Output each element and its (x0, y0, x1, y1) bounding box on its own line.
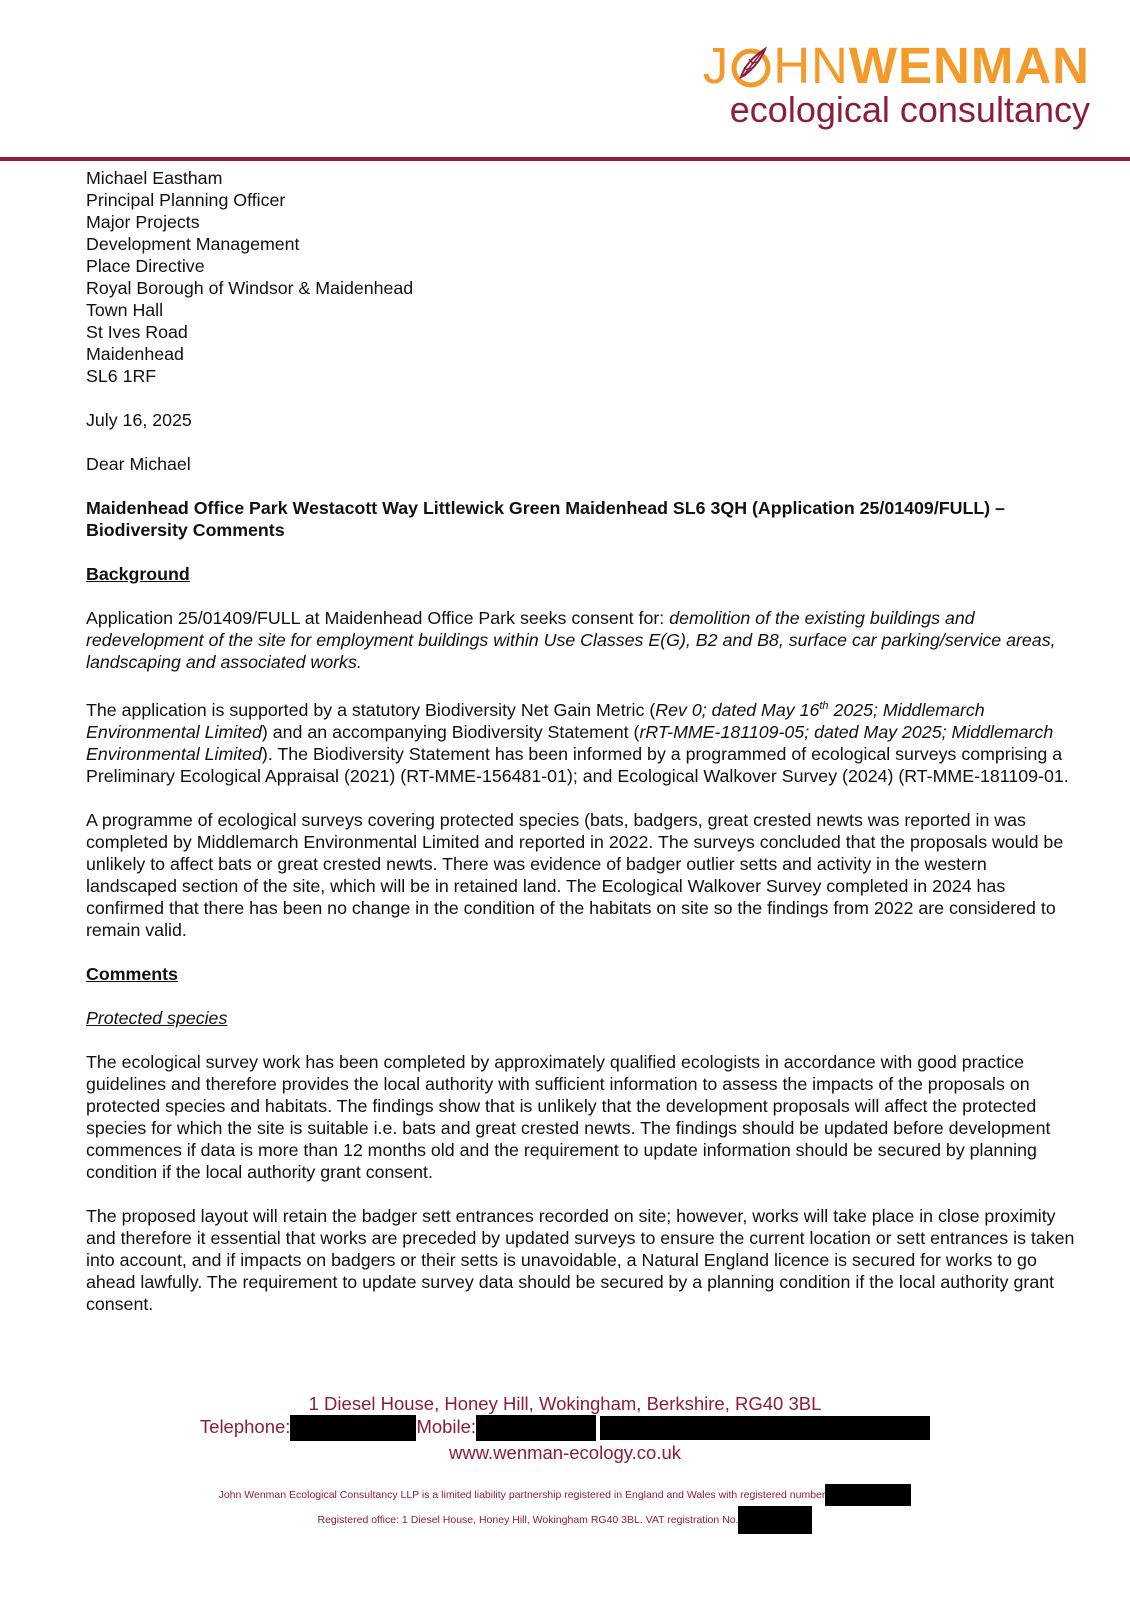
protected-species-subheading: Protected species (86, 1007, 228, 1028)
redacted-mobile (476, 1415, 596, 1441)
address-line: Principal Planning Officer (86, 190, 286, 210)
legal-notice (0, 1484, 1130, 1534)
legal-registration: John Wenman Ecological Consultancy LLP is a limited liability partnership registered in England and Wales with registered number (218, 1488, 826, 1501)
logo-wenman: WENMAN (848, 37, 1090, 94)
letter-date: July 16, 2025 (86, 410, 192, 430)
comments-paragraph-2: The proposed layout will retain the badger sett entrances recorded on site; however, works will take place in close proximity and therefore it essential that works are preceded by updated surveys to ensure the current location or sett entrances is taken into account, and if impacts on badgers or their setts is unavoidable, a Natural England licence is secured for works to go ahead lawfully. The requirement to update survey data should be secured by a planning condition if the local authority grant consent. (86, 1205, 1075, 1314)
redacted-registration-number (825, 1484, 911, 1506)
address-line: SL6 1RF (86, 366, 157, 386)
comments-heading: Comments (86, 963, 178, 984)
logo-wordmark (702, 37, 1090, 94)
redacted-vat-number (738, 1506, 812, 1534)
address-line: Place Directive (86, 256, 205, 276)
salutation: Dear Michael (86, 454, 191, 474)
address-line: St Ives Road (86, 322, 188, 342)
letter-subject: Maidenhead Office Park Westacott Way Littlewick Green Maidenhead SL6 3QH (Application 25/01409/FULL) – Biodiversity Comments (86, 498, 1005, 540)
company-logo (702, 37, 1090, 130)
letter-body (86, 167, 1076, 1315)
logo-john-hn: HN (773, 37, 849, 94)
background-paragraph-2: The application is supported by a statutory Biodiversity Net Gain Metric (Rev 0; dated May 16th 2025; Middlemarch Environmental Limited) and an accompanying Biodiversity Statement (rRT-MME-181109-05; dated May 2025; Middlemarch Environmental Limited). The Biodiversity Statement has been informed by a programmed of ecological surveys comprising a Preliminary Ecological Appraisal (2021) (RT-MME-156481-01); and Ecological Walkover Survey (2024) (RT-MME-181109-01. (86, 699, 1069, 786)
address-line: Town Hall (86, 300, 164, 320)
logo-john-j: J (702, 37, 730, 94)
letter-footer (0, 1392, 1130, 1464)
redacted-email (600, 1416, 930, 1440)
footer-contact-row (0, 1415, 1130, 1441)
background-heading: Background (86, 564, 190, 584)
address-line: Royal Borough of Windsor & Maidenhead (86, 278, 414, 298)
footer-website[interactable]: www.wenman-ecology.co.uk (448, 1442, 682, 1464)
legal-office: Registered office: 1 Diesel House, Honey Hill, Wokingham RG40 3BL. VAT registration No. (317, 1513, 739, 1526)
comments-paragraph-1: The ecological survey work has been completed by approximately qualified ecologists in accordance with good practice guidelines and therefore provides the local authority with sufficient information to assess the impacts of the proposals on protected species and habitats. The findings show that is unlikely that the development proposals will affect the protected species for which the site is suitable i.e. bats and great crested newts. The findings should be updated before development commences if data is more than 12 months old and the requirement to update information should be secured by planning condition if the local authority grant consent. (86, 1051, 1051, 1182)
mobile-label: Mobile: (416, 1416, 477, 1437)
recipient-address (86, 167, 1076, 387)
header-divider (0, 157, 1130, 161)
address-line: Michael Eastham (86, 168, 223, 188)
leaf-o-icon (729, 43, 773, 89)
address-line: Major Projects (86, 212, 200, 232)
logo-tagline: ecological consultancy (729, 89, 1090, 130)
redacted-telephone (290, 1415, 416, 1441)
footer-address: 1 Diesel House, Honey Hill, Wokingham, Berkshire, RG40 3BL (308, 1393, 822, 1414)
background-paragraph-1: Application 25/01409/FULL at Maidenhead Office Park seeks consent for: demolition of the existing buildings and redevelopment of the site for employment buildings within Use Classes E(G), B2 and B8, surface car parking/service areas, landscaping and associated works. (86, 608, 1056, 672)
address-line: Development Management (86, 234, 300, 254)
address-line: Maidenhead (86, 344, 184, 364)
telephone-label: Telephone: (199, 1416, 291, 1437)
background-paragraph-3: A programme of ecological surveys covering protected species (bats, badgers, great crested newts was reported in was completed by Middlemarch Environmental Limited and reported in 2022. The surveys concluded that the proposals would be unlikely to affect bats or great crested newts. There was evidence of badger outlier setts and activity in the western landscaped section of the site, which will be in retained land. The Ecological Walkover Survey completed in 2024 has confirmed that there has been no change in the condition of the habitats on site so the findings from 2022 are considered to remain valid. (86, 809, 1064, 940)
